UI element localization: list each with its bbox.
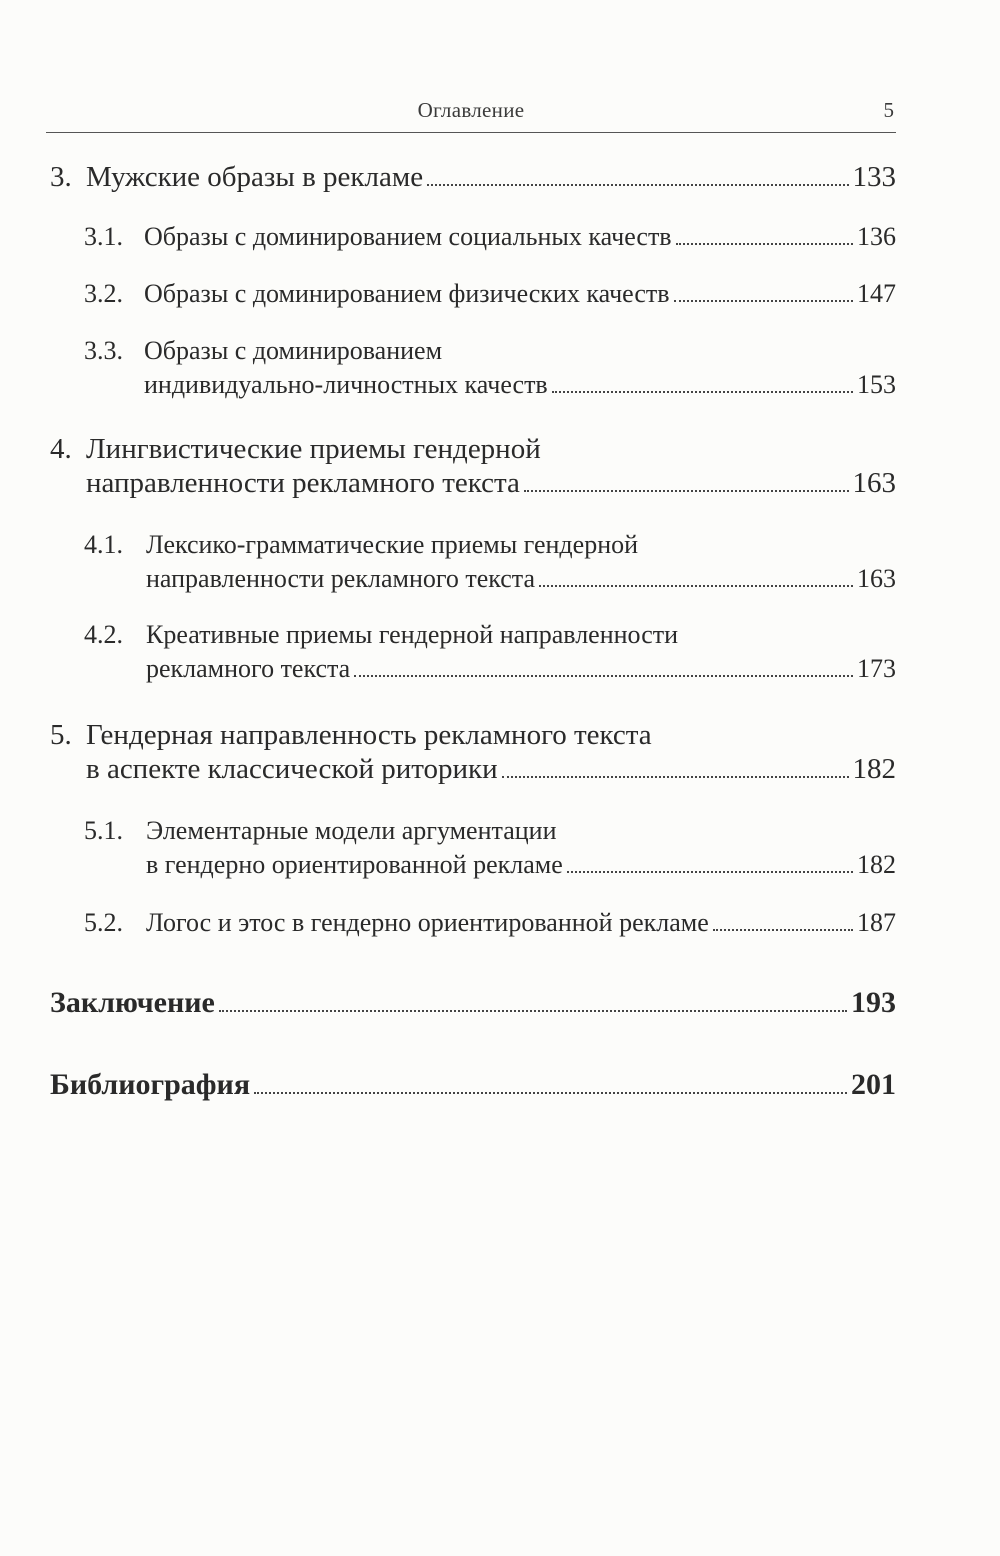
toc-entry-number: 4. — [50, 433, 72, 465]
leader-dots — [354, 675, 853, 677]
toc-entry-page: 182 — [852, 753, 896, 785]
toc-entry-page: 187 — [857, 908, 896, 937]
toc-entry-number: 4.2. — [84, 620, 123, 649]
header-title: Оглавление — [417, 98, 525, 122]
toc-entry-number: 3.2. — [84, 279, 123, 308]
leader-dots — [674, 300, 853, 302]
toc-entry-page: 201 — [851, 1068, 896, 1101]
toc-entry-page: 136 — [857, 222, 896, 251]
toc-entry-title-line1: Лексико-грамматические приемы гендерной — [146, 530, 639, 559]
toc-entry-page: 163 — [852, 467, 896, 499]
toc-entry-number: 5.1. — [84, 816, 123, 845]
running-header — [46, 96, 896, 126]
toc-entry-number: 3. — [50, 161, 72, 193]
toc-entry-title-line1: Образы с доминированием — [144, 336, 443, 365]
leader-dots — [219, 1010, 847, 1012]
toc-entry-title: в аспекте классической риторики — [86, 753, 498, 785]
table-of-contents-page — [46, 96, 896, 1101]
toc-entry-title: рекламного текста — [146, 654, 351, 683]
leader-dots — [676, 243, 853, 245]
leader-dots — [254, 1092, 847, 1094]
toc-entry-number: 4.1. — [84, 530, 123, 559]
toc-entry-title: Образы с доминированием социальных качеств — [144, 222, 672, 251]
toc-entry-title-line1: Креативные приемы гендерной направленности — [146, 620, 679, 649]
toc-entry-page: 193 — [851, 986, 896, 1019]
toc-entry-title: Заключение — [50, 986, 215, 1019]
header-rule — [46, 132, 896, 133]
toc-entry-number: 5.2. — [84, 908, 123, 937]
leader-dots — [524, 490, 849, 492]
toc-entry-title-line1: Гендерная направленность рекламного текста — [86, 719, 652, 751]
toc-entry-title: направленности рекламного текста — [86, 467, 520, 499]
toc-entry-title-line1: Элементарные модели аргументации — [146, 816, 557, 845]
toc-entry-title: Образы с доминированием физических качеств — [144, 279, 670, 308]
toc-entry-number: 5. — [50, 719, 72, 751]
toc-entry-page: 153 — [857, 370, 896, 399]
toc-entry-number: 3.3. — [84, 336, 123, 365]
toc-entry-page: 173 — [857, 654, 896, 683]
toc-entry-page: 133 — [852, 161, 896, 193]
toc-entry-title: Логос и этос в гендерно ориентированной рекламе — [146, 908, 709, 937]
toc-entry-title: Библиография — [50, 1068, 251, 1101]
leader-dots — [502, 776, 849, 778]
toc-entry-title-line1: Лингвистические приемы гендерной — [86, 433, 541, 465]
toc-entry-page: 147 — [857, 279, 896, 308]
toc-entry-page: 163 — [857, 564, 896, 593]
leader-dots — [567, 871, 853, 873]
leader-dots — [539, 585, 853, 587]
toc-entry-title: Мужские образы в рекламе — [86, 161, 424, 193]
toc-entry-title: индивидуально-личностных качеств — [144, 370, 548, 399]
leader-dots — [427, 184, 848, 186]
leader-dots — [713, 929, 853, 931]
toc-entry-title: направленности рекламного текста — [146, 564, 536, 593]
toc-entry-title: в гендерно ориентированной рекламе — [146, 850, 563, 879]
toc-entry-page: 182 — [857, 850, 896, 879]
toc-entry-number: 3.1. — [84, 222, 123, 251]
leader-dots — [552, 391, 853, 393]
header-page-number: 5 — [883, 98, 894, 122]
